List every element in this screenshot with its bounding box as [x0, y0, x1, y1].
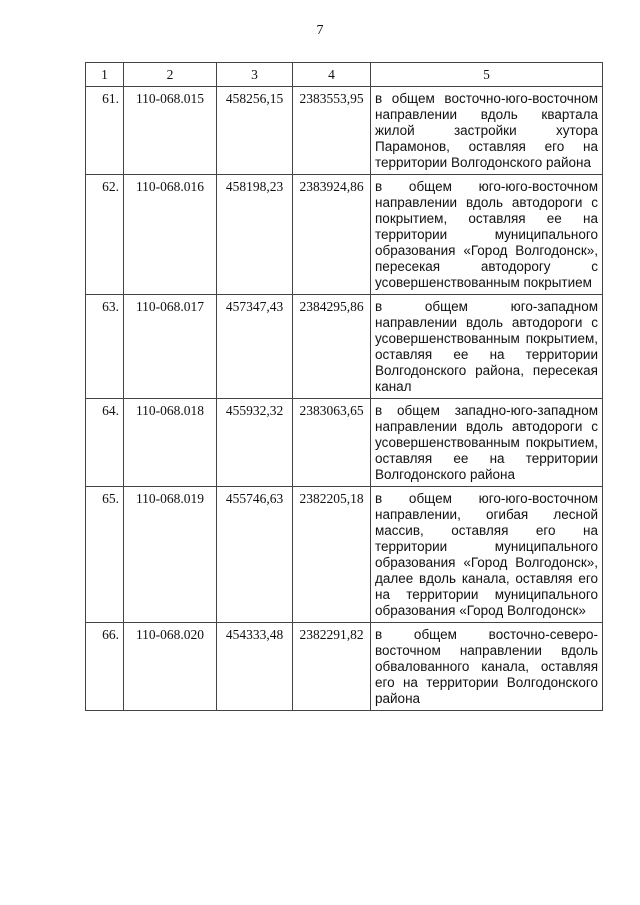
- boundary-description-cell: в общем западно-юго-западном направлении вдоль автодороги с усовершенствованным покрытием, оставляя ее на территории Волгодонского района: [371, 399, 603, 487]
- point-code-cell: 110-068.020: [124, 623, 217, 711]
- point-code-cell: 110-068.017: [124, 295, 217, 399]
- row-number-cell: 63.: [86, 295, 124, 399]
- x-coordinate-cell: 458256,15: [217, 87, 293, 175]
- table-row: [86, 175, 603, 295]
- boundary-description-cell: в общем юго-западном направлении вдоль автодороги с усовершенствованным покрытием, оставляя ее на территории Волгодонского района, пересекая канал: [371, 295, 603, 399]
- column-header: 5: [371, 63, 603, 87]
- column-header: 1: [86, 63, 124, 87]
- point-code-cell: 110-068.019: [124, 487, 217, 623]
- column-header: 2: [124, 63, 217, 87]
- row-number-cell: 61.: [86, 87, 124, 175]
- x-coordinate-cell: 455746,63: [217, 487, 293, 623]
- x-coordinate-cell: 454333,48: [217, 623, 293, 711]
- table-row: [86, 487, 603, 623]
- point-code-cell: 110-068.016: [124, 175, 217, 295]
- x-coordinate-cell: 458198,23: [217, 175, 293, 295]
- y-coordinate-cell: 2383553,95: [293, 87, 371, 175]
- y-coordinate-cell: 2384295,86: [293, 295, 371, 399]
- boundary-description-cell: в общем восточно-северо-восточном направлении вдоль обвалованного канала, оставляя его на территории Волгодонского района: [371, 623, 603, 711]
- boundary-description-cell: в общем восточно-юго-восточном направлении вдоль квартала жилой застройки хутора Парамонов, оставляя его на территории Волгодонского района: [371, 87, 603, 175]
- table-row: [86, 87, 603, 175]
- row-number-cell: 65.: [86, 487, 124, 623]
- row-number-cell: 64.: [86, 399, 124, 487]
- table-row: [86, 295, 603, 399]
- table-row: [86, 399, 603, 487]
- column-header: 4: [293, 63, 371, 87]
- x-coordinate-cell: 457347,43: [217, 295, 293, 399]
- page-number: 7: [316, 23, 324, 38]
- x-coordinate-cell: 455932,32: [217, 399, 293, 487]
- table-row: [86, 623, 603, 711]
- point-code-cell: 110-068.015: [124, 87, 217, 175]
- point-code-cell: 110-068.018: [124, 399, 217, 487]
- y-coordinate-cell: 2383924,86: [293, 175, 371, 295]
- row-number-cell: 62.: [86, 175, 124, 295]
- table-header-row: [86, 63, 603, 87]
- boundary-description-cell: в общем юго-юго-восточном направлении, огибая лесной массив, оставляя его на территории муниципального образования «Город Волгодонск», далее вдоль канала, оставляя его на территории муниципального образования «Город Волгодонск»: [371, 487, 603, 623]
- column-header: 3: [217, 63, 293, 87]
- y-coordinate-cell: 2382291,82: [293, 623, 371, 711]
- y-coordinate-cell: 2383063,65: [293, 399, 371, 487]
- row-number-cell: 66.: [86, 623, 124, 711]
- boundary-points-table: [85, 62, 603, 711]
- boundary-description-cell: в общем юго-юго-восточном направлении вдоль автодороги с покрытием, оставляя ее на территории муниципального образования «Город Волгодонск», пересекая автодорогу с усовершенствованным покрытием: [371, 175, 603, 295]
- y-coordinate-cell: 2382205,18: [293, 487, 371, 623]
